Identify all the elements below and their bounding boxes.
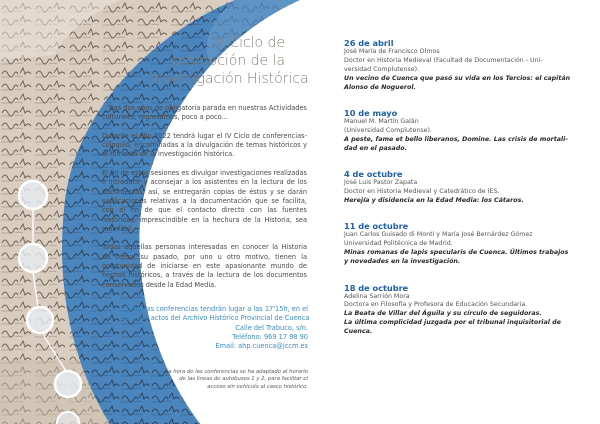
talk-title: y novedades en la investigación. — [344, 258, 461, 266]
title-line: IV Ciclo de — [211, 35, 285, 51]
talk-title: Cuenca. — [344, 328, 373, 336]
speaker-affiliation: Doctor en Historia Medieval y Catedrático de IES. — [344, 188, 500, 196]
brochure-title — [150, 34, 309, 88]
title-line: Investigación Histórica — [150, 71, 309, 87]
intro-paragraph: El fin de estas sesiones es divulgar investigaciones realizadas e introducir y aconsejar a los asistentes en la lectura de los documentos; así, se entregarán copias de éstos y se darán explicaciones relativas a la documentación que se facilita, con el fin de que el contacto directo con las fuentes históricas, imprescindible en la hechura de la Historia, sea más fácil. — [102, 169, 307, 233]
speaker-name: José María de Francisco Olmos — [344, 48, 440, 55]
speaker-name: José Luis Pastor Zapata — [344, 179, 418, 187]
schedule-event — [344, 221, 590, 267]
event-date: 10 de mayo — [344, 108, 398, 119]
speaker-affiliation: versidad Complutense). — [344, 65, 420, 73]
talk-title: A peste, fame et bello liberanos, Domine. Las crisis de mortali- — [344, 135, 568, 143]
speaker-name: Juan Carlos Guisado di Monti y María José Bernárdez Gómez — [344, 231, 533, 239]
note-line: acceso sin vehículo al casco histórico. — [207, 383, 308, 390]
event-date: 4 de octubre — [344, 169, 403, 180]
intro-paragraph: Todas aquellas personas interesadas en conocer la Historia de cerca, su pasado, por uno u otro motivo, tienen la oportunidad de iniciarse en este apasionante mundo de hechos históricos, a través de la lectura de los documentos conservados desde la Edad Media. — [102, 243, 307, 289]
circle-2 — [19, 244, 47, 272]
note-line: La hora de las conferencias se ha adaptado al horario — [165, 369, 308, 375]
talk-title: La última complicidad juzgada por el tribunal inquisitorial de — [344, 319, 561, 327]
talk-title: Un vecino de Cuenca que pasó su vida en los Tercios: el capitán — [344, 74, 571, 82]
speaker-name: Manuel M. Martín Galán — [344, 118, 419, 126]
speaker-affiliation: Universidad Politécnica de Madrid. — [344, 240, 453, 248]
circle-3 — [27, 307, 53, 333]
contact-address: Calle del Trabuco, s/n. — [235, 323, 308, 332]
schedule-event — [344, 108, 590, 154]
conference-schedule — [344, 38, 590, 353]
intro-text — [102, 104, 307, 299]
schedule-event — [344, 283, 590, 338]
speaker-affiliation: (Universidad Complutense). — [344, 126, 432, 134]
schedule-note — [130, 369, 308, 391]
speaker-name: Adelina Sarrión Mora — [344, 292, 410, 300]
talk-title: dad en el pasado. — [344, 144, 408, 152]
circle-1 — [19, 181, 47, 209]
talk-title: Herejía y disidencia en la Edad Media: los Cátaros. — [344, 196, 524, 204]
contact-venue-line: Salón de actos del Archivo Histórico Provincial de Cuenca — [120, 314, 310, 323]
event-date: 11 de octubre — [344, 221, 409, 232]
talk-title: Alonso de Noguerol. — [344, 83, 416, 91]
event-date: 18 de octubre — [344, 282, 409, 293]
circle-4 — [55, 371, 81, 397]
intro-paragraph: Tras dos años de obligatoria parada en nuestras Actividades culturales, regresamos, poco a poco... — [102, 104, 307, 122]
talk-title: Minas romanas de lapis specularis de Cuenca. Últimos trabajos — [344, 249, 569, 257]
note-line: de las líneas de autobuses 1 y 2, para facilitar el — [179, 376, 308, 383]
schedule-event — [344, 169, 590, 206]
speaker-affiliation: Doctora en Filosofía y Profesora de Educación Secundaria. — [344, 301, 528, 309]
contact-schedule-line: Todas las conferencias tendrán lugar a las 17'15h, en el — [124, 305, 308, 313]
contact-email[interactable]: Email: ahp.cuenca@jccm.es — [215, 342, 308, 351]
schedule-event — [344, 38, 590, 93]
speaker-affiliation: Doctor en Historia Medieval (Facultad de Documentación - Uni- — [344, 56, 543, 64]
event-date: 26 de abril — [344, 38, 394, 48]
contact-phone: Teléfono: 969 17 98 90 — [232, 332, 308, 341]
contact-info — [120, 305, 308, 351]
intro-paragraph: Durante el año 2022 tendrá lugar el IV Ciclo de conferencias-coloquio, encaminadas a la divulgación de temas históricos y el fomento de la investigación histórica. — [102, 131, 307, 159]
title-line: promoción de la — [171, 53, 285, 69]
circle-5 — [57, 412, 79, 424]
talk-title: La Beata de Villar del Águila y su círculo de seguidoras. — [344, 310, 542, 318]
